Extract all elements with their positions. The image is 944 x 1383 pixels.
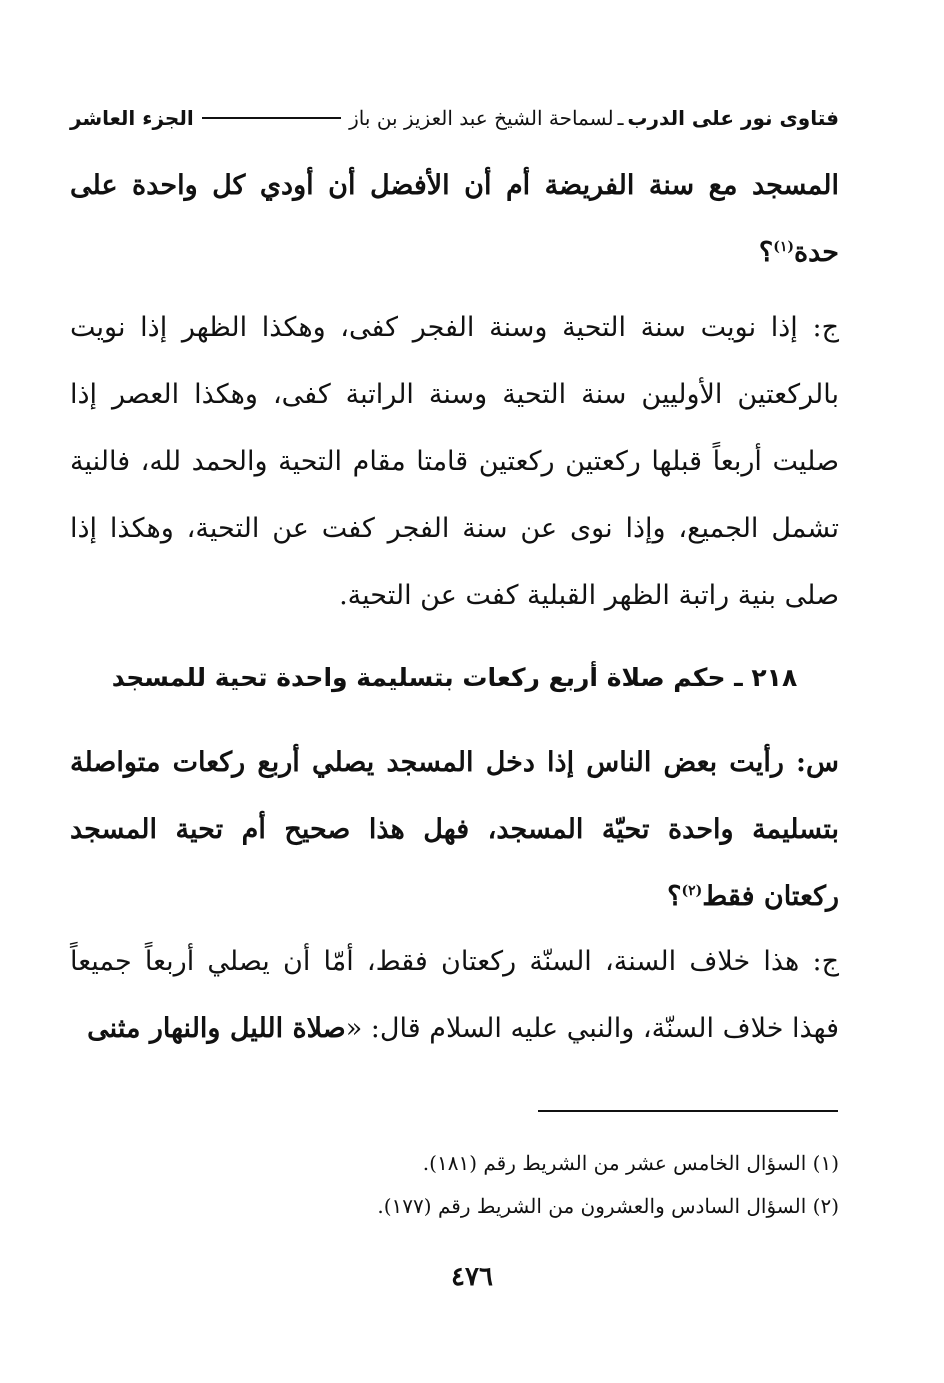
volume-part: الجزء العاشر <box>70 106 194 130</box>
question-text: س: رأيت بعض الناس إذا دخل المسجد يصلي أربع ركعات متواصلة بتسليمة واحدة تحيّة المسجد، فهل هذا صحيح أم تحية المسجد ركعتان فقط <box>70 747 839 912</box>
hadith-quote: صلاة الليل والنهار مثنى <box>87 1013 346 1044</box>
running-header <box>70 100 839 136</box>
footnotes <box>70 1142 839 1228</box>
footnote-ref-2: (٢) <box>681 883 703 899</box>
author-name: لسماحة الشيخ عبد العزيز بن باز <box>349 106 614 130</box>
header-separator: ـ <box>617 106 624 130</box>
section-title: ٢١٨ ـ حكم صلاة أربع ركعات بتسليمة واحدة تحية للمسجد <box>111 663 798 692</box>
answer-paragraph: ج: إذا نويت سنة التحية وسنة الفجر كفى، وهكذا الظهر إذا نويت بالركعتين الأوليين سنة التحية وسنة الراتبة كفى، وهكذا العصر إذا صليت أربعاً قبلها ركعتين ركعتين قامتا مقام التحية والحمد لله، فالنية تشمل الجميع، وإذا نوى عن سنة الفجر كفت عن التحية، وهكذا إذا صلى بنية راتبة الظهر القبلية كفت عن التحية. <box>70 312 839 611</box>
footnote-separator <box>538 1110 838 1112</box>
question-continued <box>70 152 839 286</box>
answer-paragraph <box>70 928 839 1062</box>
question-end: ؟ <box>667 881 682 912</box>
question-text: المسجد مع سنة الفريضة أم أن الأفضل أن أودي كل واحدة على حدة <box>70 170 839 268</box>
question-paragraph <box>70 729 839 930</box>
footnote-ref-1: (١) <box>773 239 794 255</box>
footnote-2: (٢) السؤال السادس والعشرون من الشريط رقم (١٧٧). <box>377 1194 839 1218</box>
question-end: ؟ <box>758 237 774 268</box>
footnote-1: (١) السؤال الخامس عشر من الشريط رقم (١٨١). <box>422 1151 839 1175</box>
page-number: ٤٧٦ <box>451 1262 493 1292</box>
answer-text: ج: هذا خلاف السنة، السنّة ركعتان فقط، أمّا أن يصلي أربعاً جميعاً فهذا خلاف السنّة، والنبي عليه السلام قال: « <box>70 946 839 1044</box>
book-title: فتاوى نور على الدرب <box>627 106 839 130</box>
header-rule <box>202 117 341 119</box>
